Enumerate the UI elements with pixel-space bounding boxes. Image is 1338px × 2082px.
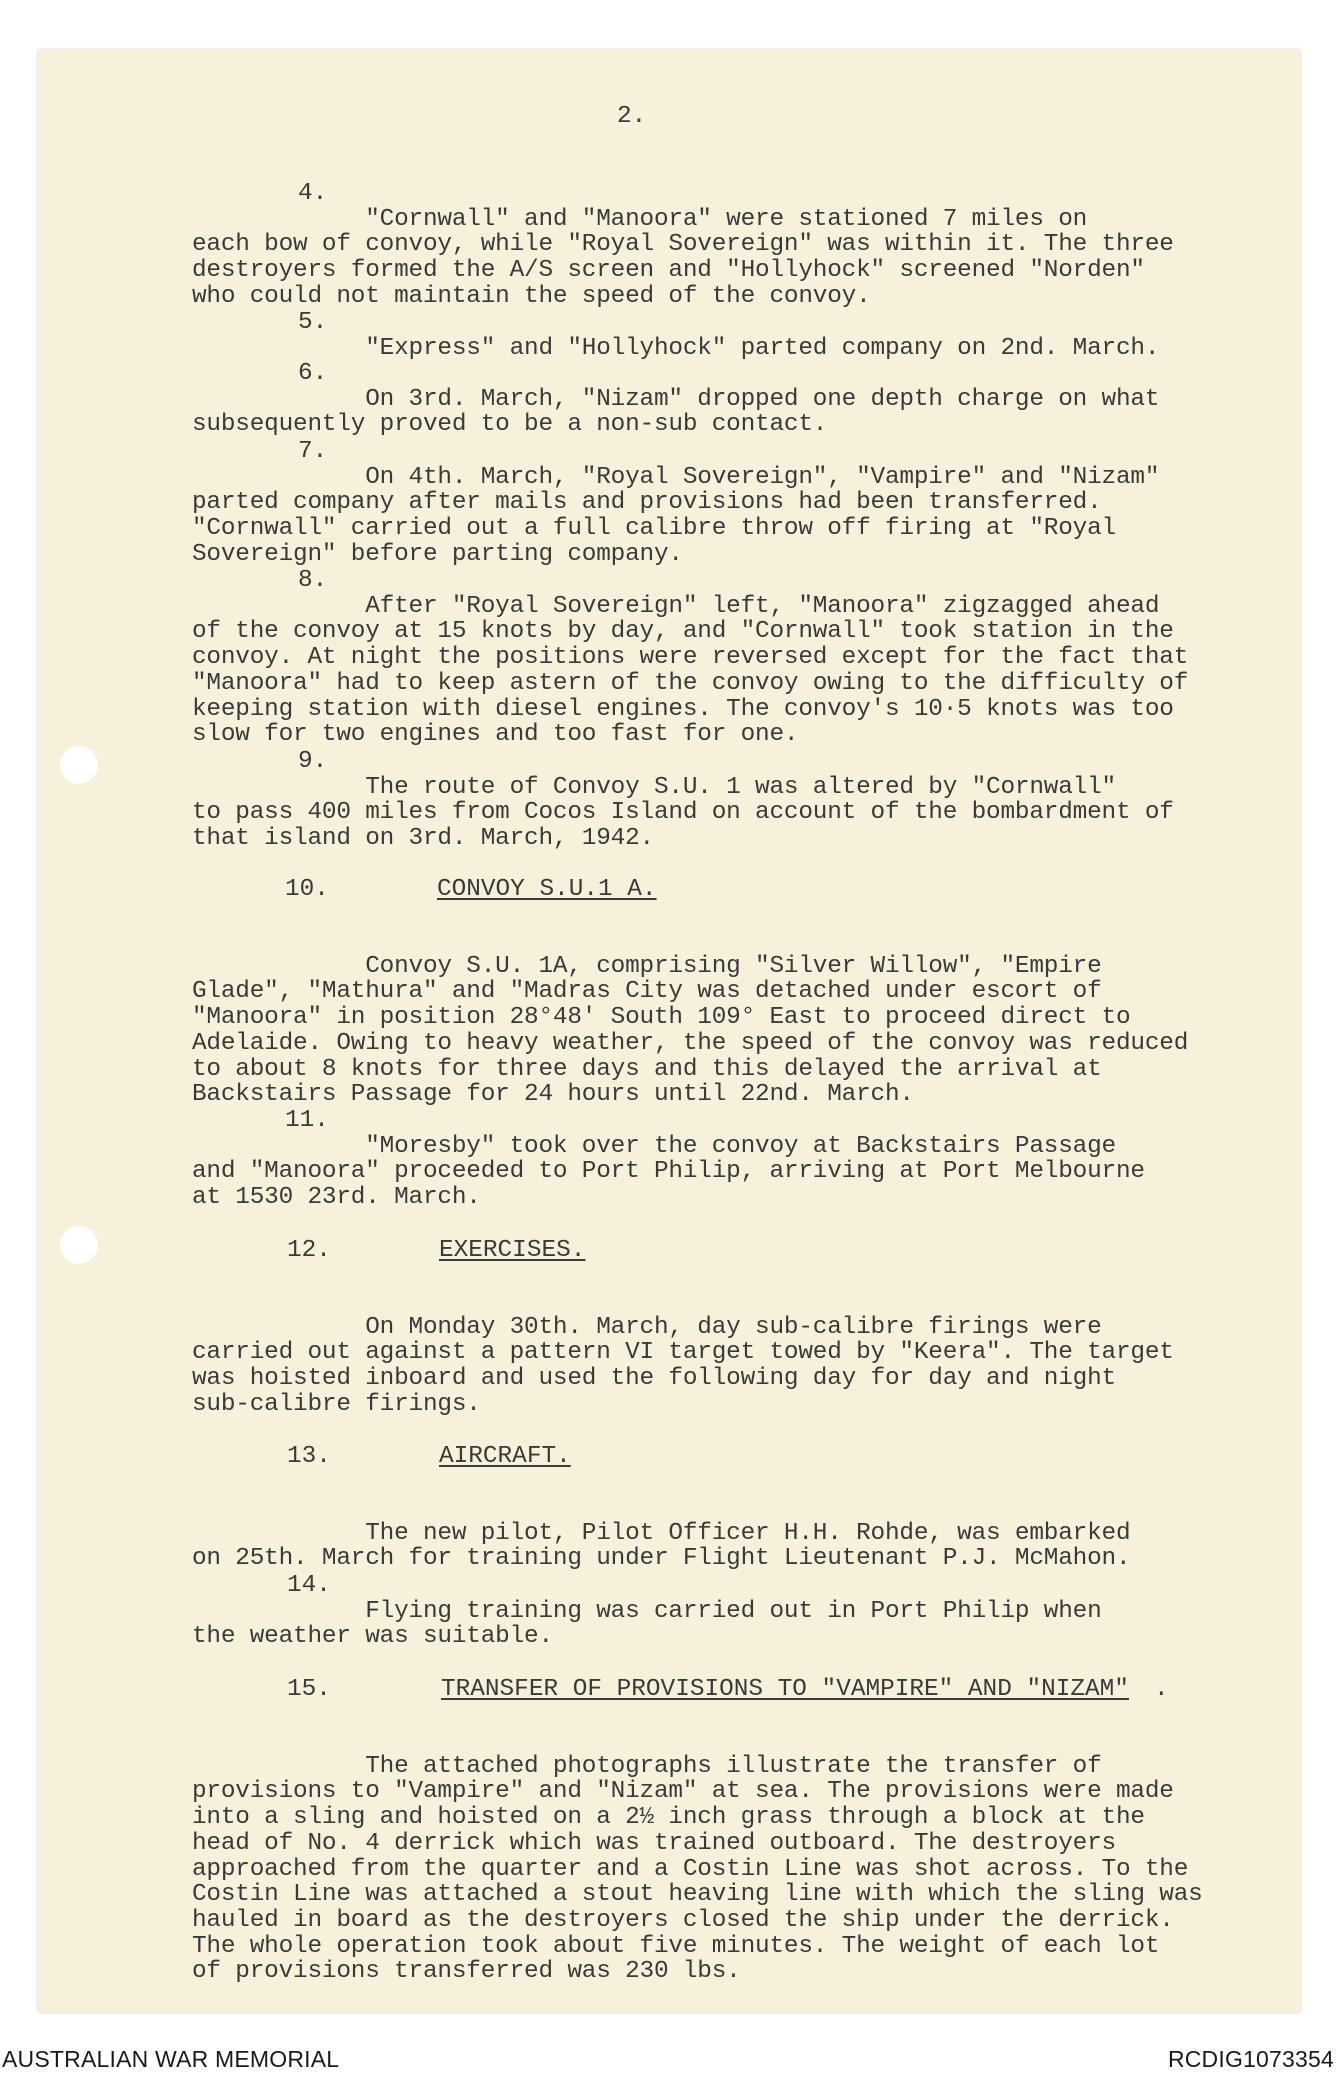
text-line: The attached photographs illustrate the transfer of — [192, 1752, 1102, 1780]
page-number: 2. — [617, 103, 647, 130]
paragraph-text — [192, 310, 1282, 361]
paragraph-number: 6. — [298, 360, 328, 387]
section-number: 12. — [287, 1237, 331, 1264]
paragraph-text — [192, 1108, 1282, 1211]
text-line: approached from the quarter and a Costin Line was shot across. To the — [192, 1855, 1189, 1883]
paragraph-text — [192, 928, 1282, 1108]
text-line: keeping station with diesel engines. The convoy's 10·5 knots was too — [192, 695, 1174, 723]
paragraph-text — [192, 361, 1282, 438]
text-line: subsequently proved to be a non-sub contact. — [192, 411, 828, 439]
paragraph-text — [192, 1495, 1282, 1572]
paragraph-number: 8. — [298, 567, 328, 594]
text-line: convoy. At night the positions were reversed except for the fact that — [192, 644, 1189, 672]
text-line: was hoisted inboard and used the following day for day and night — [192, 1365, 1116, 1393]
text-line: of the convoy at 15 knots by day, and "Cornwall" took station in the — [192, 618, 1174, 646]
paragraph-number: 7. — [298, 438, 328, 465]
text-line: "Manoora" had to keep astern of the convoy owing to the difficulty of — [192, 669, 1189, 697]
footer-right-caption: RCDIG1073354 — [1167, 2046, 1334, 2072]
section-number: 15. — [287, 1676, 331, 1703]
text-line: on 25th. March for training under Flight Lieutenant P.J. McMahon. — [192, 1545, 1131, 1573]
text-line: On 4th. March, "Royal Sovereign", "Vampire" and "Nizam" — [192, 463, 1160, 491]
footer-left-caption: AUSTRALIAN WAR MEMORIAL — [2, 2046, 340, 2072]
text-line: that island on 3rd. March, 1942. — [192, 825, 654, 853]
paragraph-number: 14. — [287, 1572, 331, 1599]
text-line: "Cornwall" and "Manoora" were stationed 7 miles on — [192, 205, 1088, 233]
paragraph-text — [192, 1728, 1282, 1985]
punch-hole — [60, 746, 98, 784]
paragraph-text — [192, 439, 1282, 568]
paragraph-number: 11. — [285, 1107, 329, 1134]
section-heading: EXERCISES. — [439, 1237, 586, 1264]
text-line: Convoy S.U. 1A, comprising "Silver Willow", "Empire — [192, 952, 1102, 980]
text-line: On 3rd. March, "Nizam" dropped one depth charge on what — [192, 385, 1160, 413]
text-line: destroyers formed the A/S screen and "Hollyhock" screened "Norden" — [192, 257, 1145, 285]
text-line: Glade", "Mathura" and "Madras City was detached under escort of — [192, 978, 1102, 1006]
paragraph-number: 9. — [298, 748, 328, 775]
punch-hole — [60, 1226, 98, 1264]
text-line: of provisions transferred was 230 lbs. — [192, 1958, 741, 1986]
paragraph-number: 4. — [298, 180, 328, 207]
text-line: Sovereign" before parting company. — [192, 540, 683, 568]
section-number: 13. — [287, 1443, 331, 1470]
text-line: to pass 400 miles from Cocos Island on account of the bombardment of — [192, 799, 1174, 827]
section-heading-tail: . — [1154, 1676, 1169, 1703]
paragraph-text — [192, 181, 1282, 310]
section-heading: CONVOY S.U.1 A. — [437, 876, 657, 903]
paragraph-text — [192, 568, 1282, 748]
text-line: each bow of convoy, while "Royal Sovereign" was within it. The three — [192, 231, 1174, 259]
text-line: On Monday 30th. March, day sub-calibre firings were — [192, 1313, 1102, 1341]
text-line: parted company after mails and provisions had been transferred. — [192, 489, 1102, 517]
text-line: Backstairs Passage for 24 hours until 22nd. March. — [192, 1081, 914, 1109]
text-line: Costin Line was attached a stout heaving line with which the sling was — [192, 1881, 1203, 1909]
paragraph-text — [192, 749, 1282, 852]
paragraph-number: 5. — [298, 309, 328, 336]
text-line: Adelaide. Owing to heavy weather, the speed of the convoy was reduced — [192, 1029, 1189, 1057]
text-line: slow for two engines and too fast for one. — [192, 721, 799, 749]
text-line: sub-calibre firings. — [192, 1390, 481, 1418]
text-line: The route of Convoy S.U. 1 was altered by "Cornwall" — [192, 773, 1116, 801]
text-line: provisions to "Vampire" and "Nizam" at sea. The provisions were made — [192, 1778, 1174, 1806]
text-line: "Express" and "Hollyhock" parted company on 2nd. March. — [192, 334, 1160, 362]
text-line: The new pilot, Pilot Officer H.H. Rohde, was embarked — [192, 1519, 1131, 1547]
text-line: into a sling and hoisted on a 2½ inch grass through a block at the — [192, 1804, 1145, 1832]
text-line: "Moresby" took over the convoy at Backstairs Passage — [192, 1132, 1116, 1160]
text-line: to about 8 knots for three days and this delayed the arrival at — [192, 1055, 1102, 1083]
text-line: who could not maintain the speed of the convoy. — [192, 282, 871, 310]
paragraph-text — [192, 1289, 1282, 1418]
section-heading: TRANSFER OF PROVISIONS TO "VAMPIRE" AND "NIZAM" — [441, 1676, 1129, 1703]
text-line: at 1530 23rd. March. — [192, 1184, 481, 1212]
text-line: the weather was suitable. — [192, 1623, 553, 1651]
section-heading: AIRCRAFT. — [439, 1443, 571, 1470]
text-line: "Manoora" in position 28°48' South 109° East to proceed direct to — [192, 1004, 1131, 1032]
section-number: 10. — [285, 876, 329, 903]
text-line: "Cornwall" carried out a full calibre throw off firing at "Royal — [192, 515, 1116, 543]
text-line: hauled in board as the destroyers closed the ship under the derrick. — [192, 1906, 1174, 1934]
text-line: After "Royal Sovereign" left, "Manoora" zigzagged ahead — [192, 592, 1160, 620]
paragraph-text — [192, 1573, 1282, 1650]
text-line: and "Manoora" proceeded to Port Philip, arriving at Port Melbourne — [192, 1158, 1145, 1186]
text-line: The whole operation took about five minutes. The weight of each lot — [192, 1932, 1160, 1960]
text-line: Flying training was carried out in Port Philip when — [192, 1597, 1102, 1625]
text-line: head of No. 4 derrick which was trained outboard. The destroyers — [192, 1829, 1116, 1857]
text-line: carried out against a pattern VI target towed by "Keera". The target — [192, 1339, 1174, 1367]
